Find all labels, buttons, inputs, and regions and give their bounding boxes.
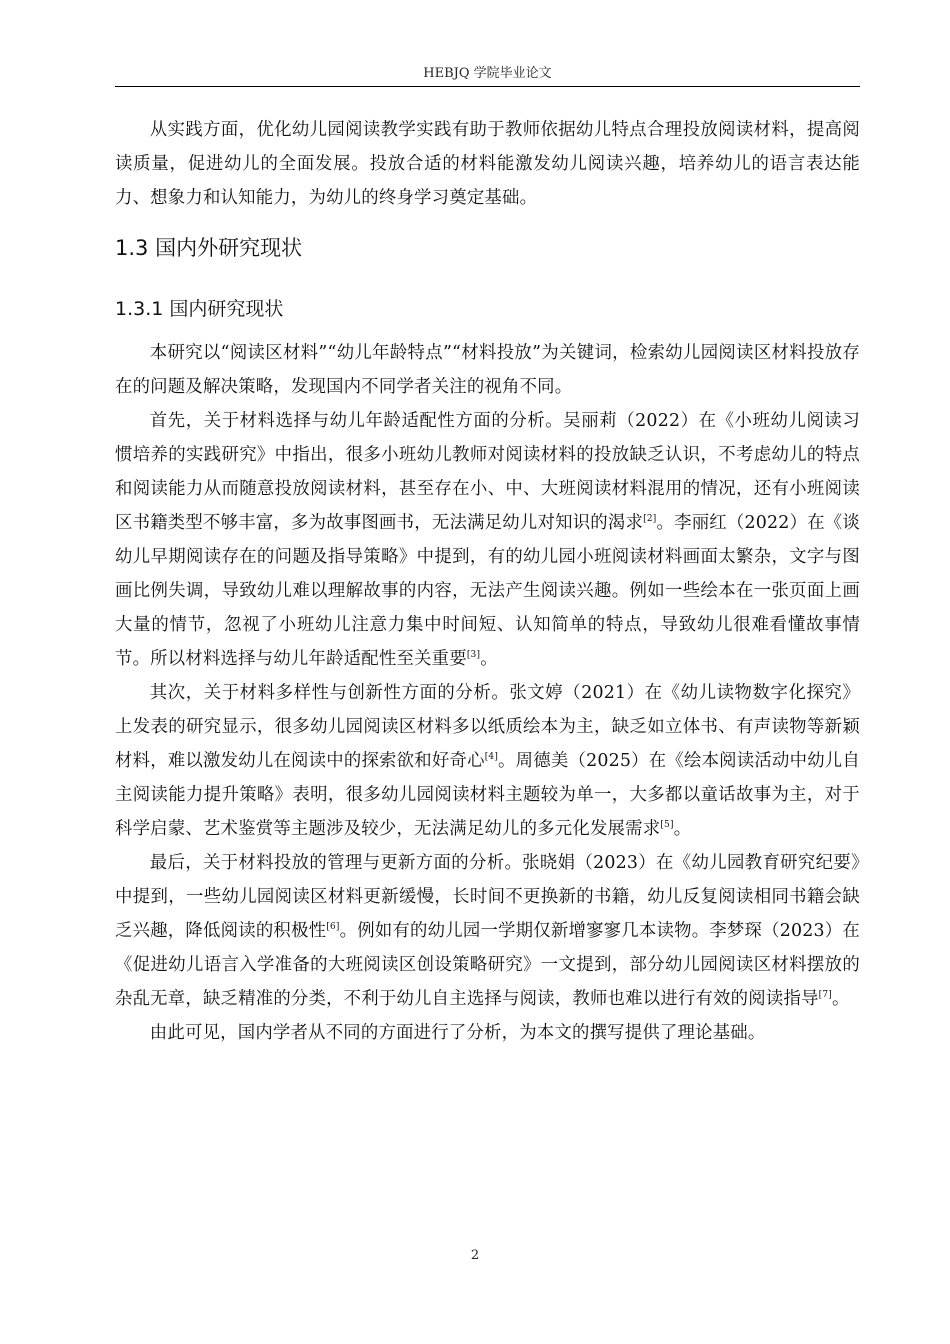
paragraph-2-text-a: 首先，关于材料选择与幼儿年龄适配性方面的分析。吴丽莉（2022）在《小班幼儿阅读习惯培养的实践研究》中指出，很多小班幼儿教师对阅读材料的投放缺乏认识，不考虑幼儿的特点和阅读能力从而随意投放阅读材料，甚至存在小、中、大班阅读材料混用的情况，还有小班阅读区书籍类型不够丰富，多为故事图画书，无法满足幼儿对知识的渴求 <box>115 411 860 533</box>
citation-ref: [2] <box>643 514 657 525</box>
paragraph-3-text-c: 。 <box>673 819 692 839</box>
paragraph-4-text-c: 。 <box>832 989 850 1009</box>
citation-ref: [5] <box>660 820 674 831</box>
paragraph-5: 由此可见，国内学者从不同的方面进行了分析，为本文的撰写提供了理论基础。 <box>149 1023 766 1043</box>
paragraph-4-text-b: 。例如有的幼儿园一学期仅新增寥寥几本读物。李梦琛（2023）在《促进幼儿语言入学准备的大班阅读区创设策略研究》一文提到，部分幼儿园阅读区材料摆放的杂乱无章，缺乏精准的分类，不利于幼儿自主选择与阅读，教师也难以进行有效的阅读指导 <box>115 921 860 1009</box>
header-divider <box>115 86 860 87</box>
paragraph-2-text-c: 。 <box>480 649 498 669</box>
page-number: 2 <box>470 1248 480 1263</box>
running-header: HEBJQ 学院毕业论文 <box>423 66 552 81</box>
paragraph-intro: 从实践方面，优化幼儿园阅读教学实践有助于教师依据幼儿特点合理投放阅读材料，提高阅读质量，促进幼儿的全面发展。投放合适的材料能激发幼儿阅读兴趣，培养幼儿的语言表达能力、想象力和认知能力，为幼儿的终身学习奠定基础。 <box>115 120 860 208</box>
paragraph-2 <box>115 404 860 676</box>
citation-ref: [4] <box>484 752 499 763</box>
paragraph-4-text-a: 最后，关于材料投放的管理与更新方面的分析。张晓娟（2023）在《幼儿园教育研究纪要》中提到，一些幼儿园阅读区材料更新缓慢，长时间不更换新的书籍，幼儿反复阅读相同书籍会缺乏兴趣，降低阅读的积极性 <box>115 853 860 941</box>
citation-ref: [6] <box>326 922 340 933</box>
paragraph-3-text-a: 其次，关于材料多样性与创新性方面的分析。张文婷（2021）在《幼儿读物数字化探究》上发表的研究显示，很多幼儿园阅读区材料多以纸质绘本为主，缺乏如立体书、有声读物等新颖材料，难以激发幼儿在阅读中的探索欲和好奇心 <box>115 683 860 771</box>
citation-ref: [3] <box>466 650 481 661</box>
paragraph-2-text-b: 。李丽红（2022）在《谈幼儿早期阅读存在的问题及指导策略》中提到，有的幼儿园小班阅读材料画面太繁杂，文字与图画比例失调，导致幼儿难以理解故事的内容，无法产生阅读兴趣。例如一些绘本在一张页面上画大量的情节，忽视了小班幼儿注意力集中时间短、认知简单的特点，导致幼儿很难看懂故事情节。所以材料选择与幼儿年龄适配性至关重要 <box>115 513 860 669</box>
section-heading: 1.3 国内外研究现状 <box>115 236 303 260</box>
paragraph-3-text-b: 。周德美（2025）在《绘本阅读活动中幼儿自主阅读能力提升策略》表明，很多幼儿园阅读材料主题较为单一，大多都以童话故事为主，对于科学启蒙、艺术鉴赏等主题涉及较少，无法满足幼儿的多元化发展需求 <box>115 751 860 839</box>
citation-ref: [7] <box>818 990 832 1001</box>
page-body <box>115 113 860 1050</box>
paragraph-1: 本研究以“阅读区材料”“幼儿年龄特点”“材料投放”为关键词，检索幼儿园阅读区材料投放存在的问题及解决策略，发现国内不同学者关注的视角不同。 <box>115 343 860 397</box>
subsection-heading: 1.3.1 国内研究现状 <box>115 298 284 320</box>
paragraph-3 <box>115 676 860 846</box>
paragraph-4 <box>115 846 860 1016</box>
